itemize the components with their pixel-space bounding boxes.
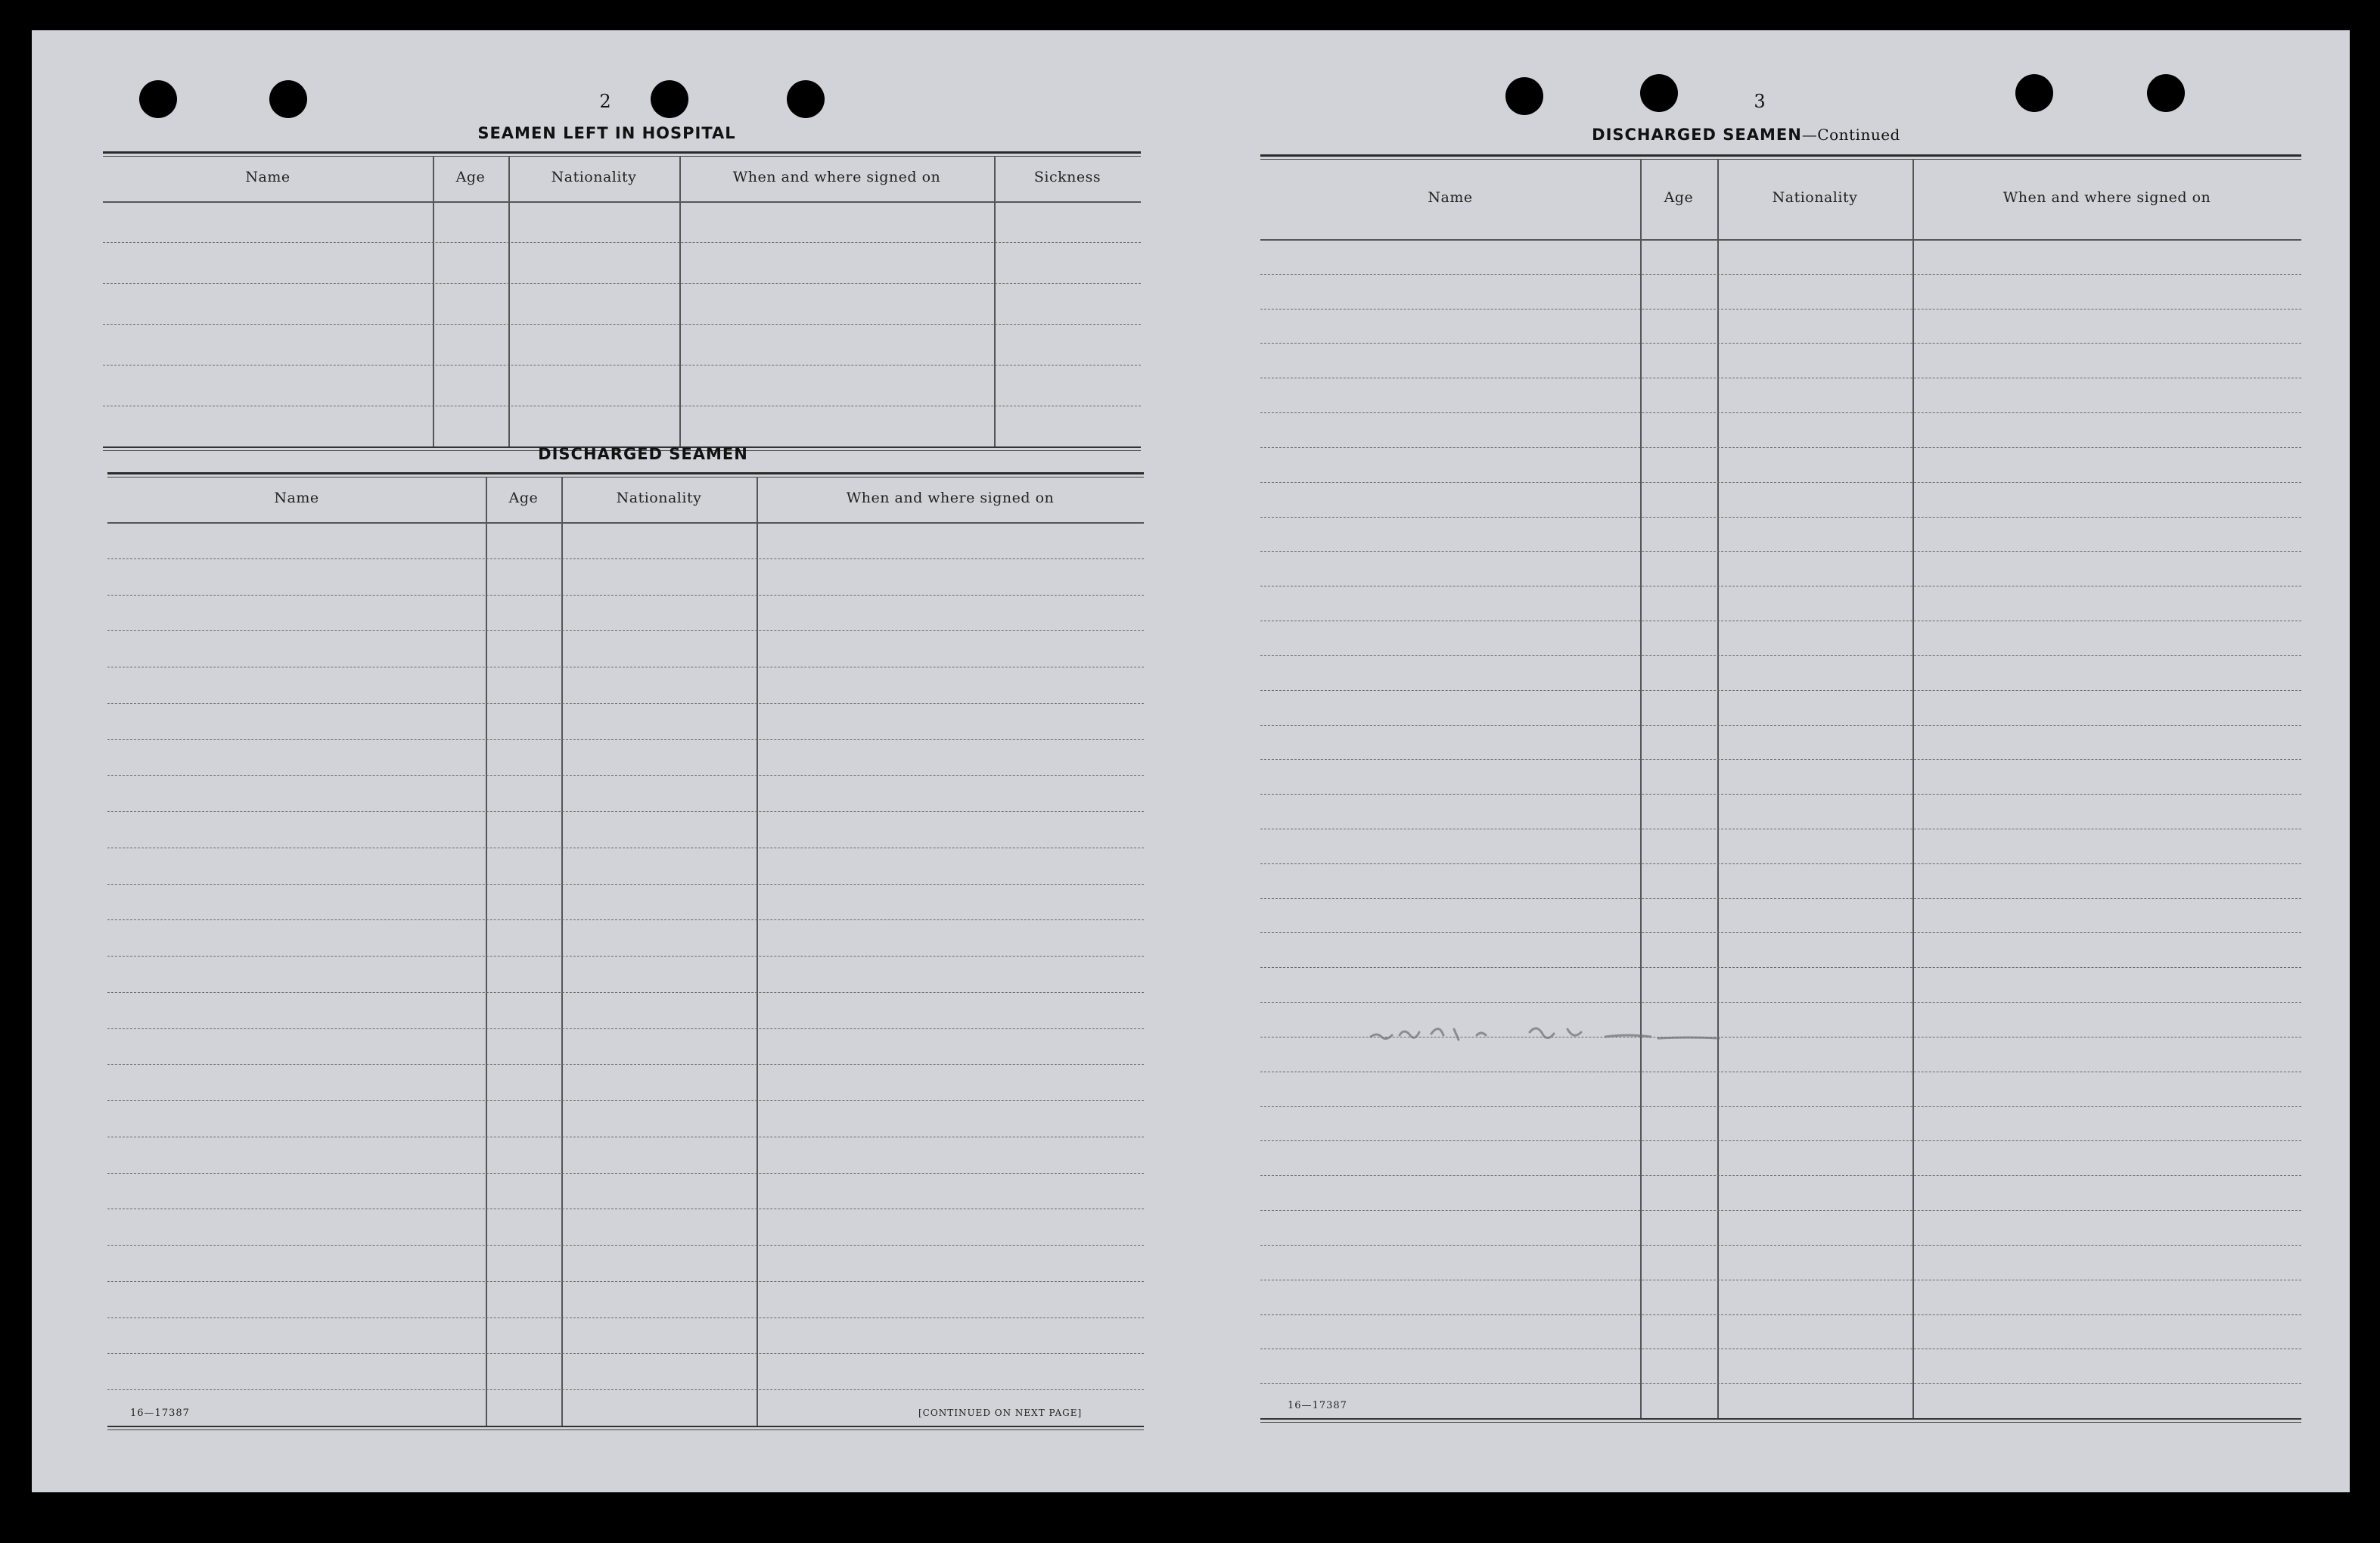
entry-row-line — [1260, 794, 2301, 795]
entry-row-line — [1260, 725, 2301, 726]
entry-row-line — [1260, 1383, 2301, 1384]
entry-row-line — [1260, 690, 2301, 691]
entry-row-line — [1260, 898, 2301, 899]
column-divider — [1912, 159, 1914, 1418]
right-page — [32, 30, 2350, 1492]
title-suffix: —Continued — [1801, 126, 1900, 144]
table-bottom-rule — [1260, 1418, 2301, 1420]
entry-row-line — [1260, 517, 2301, 518]
page-number: 2 — [599, 91, 611, 112]
column-header-age: Age — [508, 490, 539, 506]
column-header-age: Age — [1664, 189, 1694, 206]
entry-row-line — [1260, 1140, 2301, 1141]
entry-row-line — [1260, 655, 2301, 656]
discharged-section-title: DISCHARGED SEAMEN — [538, 445, 748, 463]
entry-row-line — [1260, 1210, 2301, 1211]
form-number: 16—17387 — [1288, 1400, 1347, 1411]
entry-row-line — [1260, 1175, 2301, 1176]
column-header-when-and-where-signed-on: When and where signed on — [846, 490, 1055, 506]
title-text: DISCHARGED SEAMEN — [1592, 126, 1802, 144]
page-number: 3 — [1754, 91, 1766, 112]
entry-row-line — [1260, 1245, 2301, 1246]
column-header-nationality: Nationality — [1772, 189, 1858, 206]
column-header-nationality: Nationality — [616, 490, 702, 506]
column-header-name: Name — [245, 169, 291, 185]
table-bottom-rule — [1260, 1422, 2301, 1423]
entry-row-line — [1260, 759, 2301, 760]
entry-row-line — [1260, 274, 2301, 275]
form-sheet — [32, 30, 2350, 1492]
continued-note: [CONTINUED ON NEXT PAGE] — [918, 1408, 1083, 1418]
faint-handwriting-mark — [1363, 1006, 1757, 1052]
entry-row-line — [1260, 1106, 2301, 1107]
discharged-continued-table — [1260, 154, 2301, 1430]
column-header-name: Name — [1428, 189, 1473, 206]
column-header-when-and-where-signed-on: When and where signed on — [2002, 189, 2211, 206]
entry-row-line — [1260, 343, 2301, 344]
column-header-nationality: Nationality — [551, 169, 637, 185]
hospital-section-title: SEAMEN LEFT IN HOSPITAL — [477, 124, 736, 142]
entry-row-line — [1260, 932, 2301, 933]
entry-row-line — [1260, 863, 2301, 864]
table-top-rule — [1260, 159, 2301, 160]
column-divider — [1640, 159, 1642, 1418]
entry-row-line — [1260, 967, 2301, 968]
entry-row-line — [1260, 1002, 2301, 1003]
entry-row-line — [1260, 551, 2301, 552]
column-header-when-and-where-signed-on: When and where signed on — [732, 169, 941, 185]
column-header-age: Age — [455, 169, 486, 185]
entry-row-line — [1260, 482, 2301, 483]
entry-row-line — [1260, 412, 2301, 413]
discharged-continued-title — [1592, 126, 1900, 144]
column-header-name: Name — [274, 490, 319, 506]
form-number: 16—17387 — [130, 1408, 190, 1419]
header-divider — [1260, 239, 2301, 241]
entry-row-line — [1260, 1314, 2301, 1315]
table-top-rule — [1260, 154, 2301, 157]
entry-row-line — [1260, 309, 2301, 310]
entry-row-line — [1260, 447, 2301, 448]
column-divider — [1717, 159, 1719, 1418]
column-header-sickness: Sickness — [1033, 169, 1101, 185]
